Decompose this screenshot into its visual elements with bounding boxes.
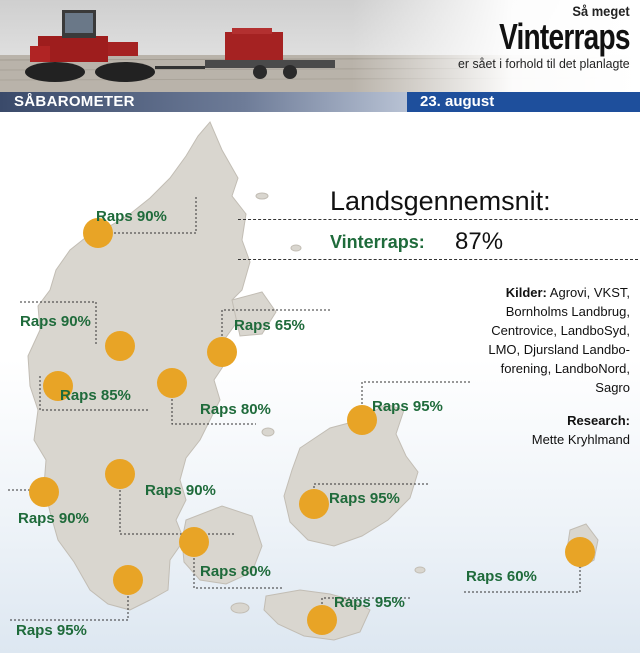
research-label: Research: (567, 413, 630, 428)
divider (238, 219, 638, 220)
region-label: Raps 90% (145, 482, 216, 499)
date-label: 23. august (420, 93, 495, 110)
island (256, 193, 268, 199)
region-label: Raps 85% (60, 387, 131, 404)
region-label: Raps 95% (16, 622, 87, 639)
region-marker (105, 459, 135, 489)
region-marker (105, 331, 135, 361)
region-label: Raps 65% (234, 317, 305, 334)
region-marker (565, 537, 595, 567)
header (0, 0, 640, 92)
average-value: 87% (455, 228, 504, 255)
island (231, 603, 249, 613)
island (262, 428, 274, 436)
island (291, 245, 301, 251)
region-label: Raps 95% (329, 490, 400, 507)
divider (238, 259, 638, 260)
region-marker (299, 489, 329, 519)
region-label: Raps 90% (20, 313, 91, 330)
average-label: Vinterraps: (330, 232, 425, 252)
region-marker (157, 368, 187, 398)
sources-label: Kilder: (505, 285, 547, 300)
region-label: Raps 60% (466, 568, 537, 585)
island (415, 567, 425, 573)
header-subtitle: er sået i forhold til det planlagte (458, 56, 630, 71)
header-title: Vinterraps (499, 16, 630, 57)
region-marker (29, 477, 59, 507)
average-title: Landsgennemsnit: (330, 186, 551, 216)
sources (470, 283, 630, 397)
header-title-block (449, 4, 630, 70)
region-label: Raps 80% (200, 563, 271, 580)
region-label: Raps 90% (18, 510, 89, 527)
research (532, 411, 630, 449)
region-marker (179, 527, 209, 557)
region-marker (207, 337, 237, 367)
region-marker (307, 605, 337, 635)
region-label: Raps 80% (200, 401, 271, 418)
research-name: Mette Kryhlmand (531, 432, 630, 447)
region-label: Raps 90% (96, 208, 167, 225)
region-marker (113, 565, 143, 595)
sources-text: Agrovi, VKST, Bornholms Landbrug, Centrovice, LandboSyd, LMO, Djursland Landbo-forening, LandboNord, Sagro (488, 285, 630, 395)
region-label: Raps 95% (334, 594, 405, 611)
header-kicker: Så meget (572, 3, 630, 19)
region-label: Raps 95% (372, 398, 443, 415)
section-label: SÅBAROMETER (14, 93, 135, 110)
title-bar (0, 92, 640, 112)
